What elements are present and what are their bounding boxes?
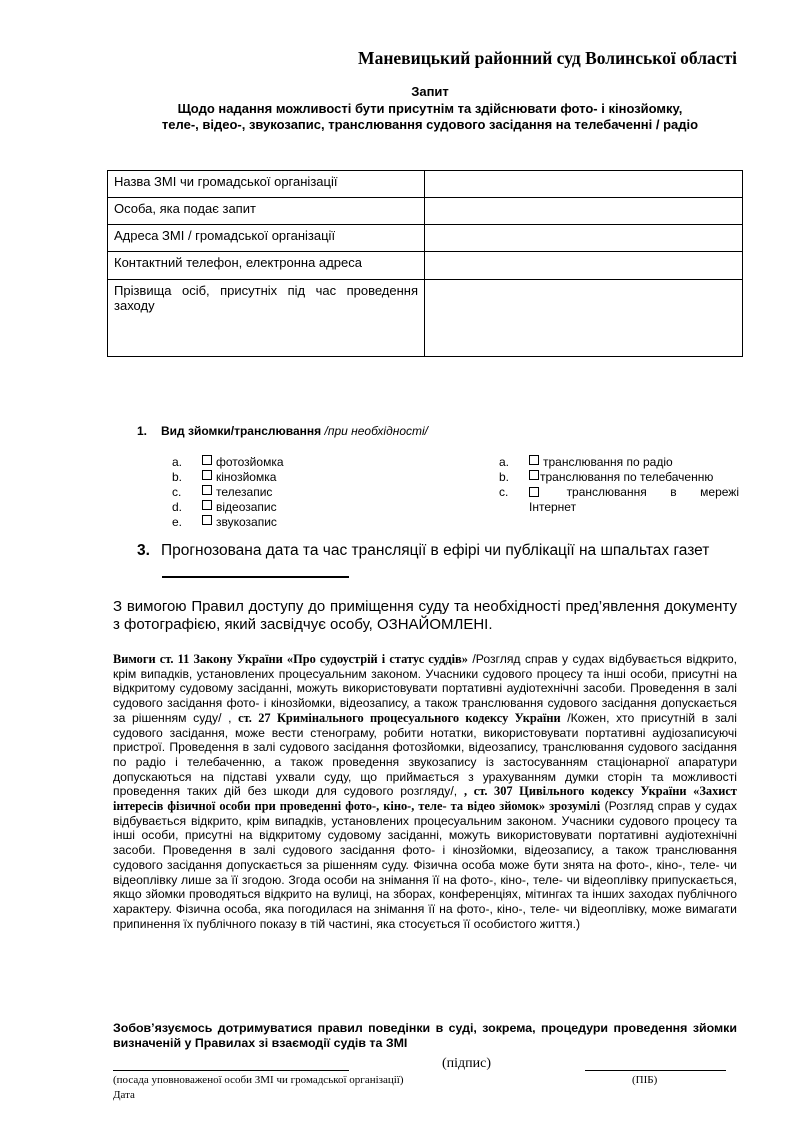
section-title: Вид зйомки/транслювання	[161, 424, 322, 438]
option-radio[interactable]	[499, 455, 739, 470]
law-ref-civil-code: , ст. 307 Цивільного кодексу України «Захист інтересів фізичної особи при проведенні фото-, кіно-, теле- та відео зйомок» зрозумілі	[113, 784, 737, 814]
field-value-contacts[interactable]	[425, 252, 743, 280]
checkbox-icon[interactable]	[529, 455, 539, 465]
law-requirements-text: Вимоги ст. 11 Закону України «Про судоустрій і статус суддів» /Розгляд справ у судах відбувається відкрито, крім випадків, установлених процесуальним законом. Учасники судового процесу та інші особи, присутні на відкритому судовому засіданні, можуть використовувати портативні аудіотехнічні засоби. Проведення в залі судового засідання фото- і кінозйомки, відеозапису, а також транслювання судового засідання допускається за рішенням суду/ , ст. 27 Кримінального процесуального кодексу України /Кожен, хто присутній в залі судового засідання, може вести стенограму, робити нотатки, використовувати портативні аудіозаписуючі пристрої. Проведення в залі судового засідання фотозйомки, відеозапису, транслювання судового засідання по радіо і телебаченню, а також проведення звукозапису із застосуванням стаціонарної апаратури допускаються на підставі ухвали суду, що приймається з урахуванням думки сторін та можливості проведення таких дій без шкоди для судового розгляду/, , ст. 307 Цивільного кодексу України «Захист інтересів фізичної особи при проведенні фото-, кіно-, теле- та відео зйомок» зрозумілі (Розгляд справ у судах відбувається відкрито, крім випадків, установлених процесуальним законом. Учасники судового процесу та інші особи, присутні на відкритому судовому засіданні, можуть використовувати портативні аудіотехнічні засоби. Проведення в залі судового засідання фото- і кінозйомки, відеозапису, а також транслювання судового засідання допускається за рішенням суду. Фізична особа може бути знята на фото-, кіно-, теле- чи відеоплівку лише за її згодою. Згода особи на знімання її на фото-, кіно-, теле- чи відеоплівку припускається, якщо зйомки проводяться відкрито на вулиці, на зборах, конференціях, мітингах та інших заходах публічного характеру. Фізична особа, яка погодилася на знімання її на фото-, кіно-, теле- чи відеоплівку, може вимагати припинення їх публічного показу в тій частині, яка стосується її особистого життя.)	[113, 652, 738, 931]
option-label: телезапис	[216, 485, 273, 499]
checkbox-icon[interactable]	[529, 487, 539, 497]
field-label-requester: Особа, яка подає запит	[108, 198, 425, 225]
field-label-media-name: Назва ЗМІ чи громадської організації	[108, 171, 425, 198]
option-audio[interactable]	[172, 515, 422, 530]
option-letter: e.	[172, 515, 183, 529]
option-letter: b.	[499, 470, 510, 484]
field-value-attendees[interactable]	[425, 280, 743, 357]
option-letter: a.	[499, 455, 510, 469]
acknowledgement-text: З вимогою Правил доступу до приміщення суду та необхідності пред’явлення документу з фотографією, який засвідчує особу, ОЗНАЙОМЛЕНІ.	[113, 598, 737, 633]
recording-type-options	[172, 455, 422, 530]
table-row	[108, 171, 743, 198]
law-ref-court-system: Вимоги ст. 11 Закону України «Про судоустрій і статус суддів»	[113, 652, 468, 666]
field-value-requester[interactable]	[425, 198, 743, 225]
option-label: кінозйомка	[216, 470, 277, 484]
position-signature-line[interactable]	[113, 1070, 349, 1071]
request-title: Запит	[411, 84, 449, 99]
checkbox-icon[interactable]	[202, 500, 212, 510]
field-label-contacts: Контактний телефон, електронна адреса	[108, 252, 425, 280]
option-letter: d.	[172, 500, 183, 514]
law-ref-criminal-code: ст. 27 Кримінального процесуального кодексу України	[238, 710, 561, 725]
broadcast-date-field[interactable]	[162, 576, 349, 578]
option-label: транслювання в мережі	[566, 485, 740, 499]
checkbox-icon[interactable]	[202, 470, 212, 480]
table-row	[108, 198, 743, 225]
option-video[interactable]	[172, 500, 422, 515]
request-subtitle	[100, 101, 760, 133]
checkbox-icon[interactable]	[202, 515, 212, 525]
section-1-heading	[137, 424, 428, 438]
option-label: звукозапис	[216, 515, 277, 529]
full-name-label: (ПІБ)	[632, 1074, 658, 1086]
table-row	[108, 280, 743, 357]
commitment-text: Зобов’язуємось дотримуватися правил поведінки в суді, зокрема, процедури проведення зйомки визначеній у Правилах зі взаємодії судів та ЗМІ	[113, 1021, 737, 1050]
court-name: Маневицький районний суд Волинської області	[358, 48, 737, 68]
option-label: транслювання по радіо	[543, 455, 673, 469]
option-label-cont: Інтернет	[529, 500, 577, 514]
field-value-media-name[interactable]	[425, 171, 743, 198]
checkbox-icon[interactable]	[529, 470, 539, 480]
broadcast-type-options	[499, 455, 739, 515]
request-subtitle-line1: Щодо надання можливості бути присутнім та здійснювати фото- і кінозйомку,	[177, 101, 683, 116]
option-letter: b.	[172, 470, 183, 484]
section-note: /при необхідності/	[321, 424, 428, 438]
section-number: 3.	[137, 542, 150, 559]
option-internet[interactable]	[499, 485, 739, 515]
field-label-address: Адреса ЗМІ / громадської організації	[108, 225, 425, 252]
name-signature-line[interactable]	[585, 1070, 726, 1071]
signature-label: (підпис)	[442, 1056, 492, 1071]
checkbox-icon[interactable]	[202, 485, 212, 495]
option-letter: a.	[172, 455, 183, 469]
option-letter: c.	[172, 485, 182, 499]
option-label: фотозйомка	[216, 455, 284, 469]
option-label: відеозапис	[216, 500, 277, 514]
table-row	[108, 252, 743, 280]
option-tv-recording[interactable]	[172, 485, 422, 500]
request-subtitle-line2: теле-, відео-, звукозапис, транслювання судового засідання на телебаченні / радіо	[161, 117, 699, 132]
option-letter: c.	[499, 485, 509, 499]
table-row	[108, 225, 743, 252]
section-number: 1.	[137, 424, 148, 438]
date-label: Дата	[113, 1089, 135, 1101]
option-label: транслювання по телебаченню	[540, 470, 714, 484]
position-label: (посада уповноваженої особи ЗМІ чи громадської організації)	[113, 1074, 404, 1086]
field-label-attendees: Прізвища осіб, присутніх під час проведення заходу	[108, 280, 425, 357]
option-film[interactable]	[172, 470, 422, 485]
section-3-heading	[137, 542, 709, 560]
info-table	[107, 170, 743, 357]
section-text: Прогнозована дата та час трансляції в ефірі чи публікації на шпальтах газет	[161, 542, 710, 559]
checkbox-icon[interactable]	[202, 455, 212, 465]
option-tv[interactable]	[499, 470, 739, 485]
option-photo[interactable]	[172, 455, 422, 470]
field-value-address[interactable]	[425, 225, 743, 252]
